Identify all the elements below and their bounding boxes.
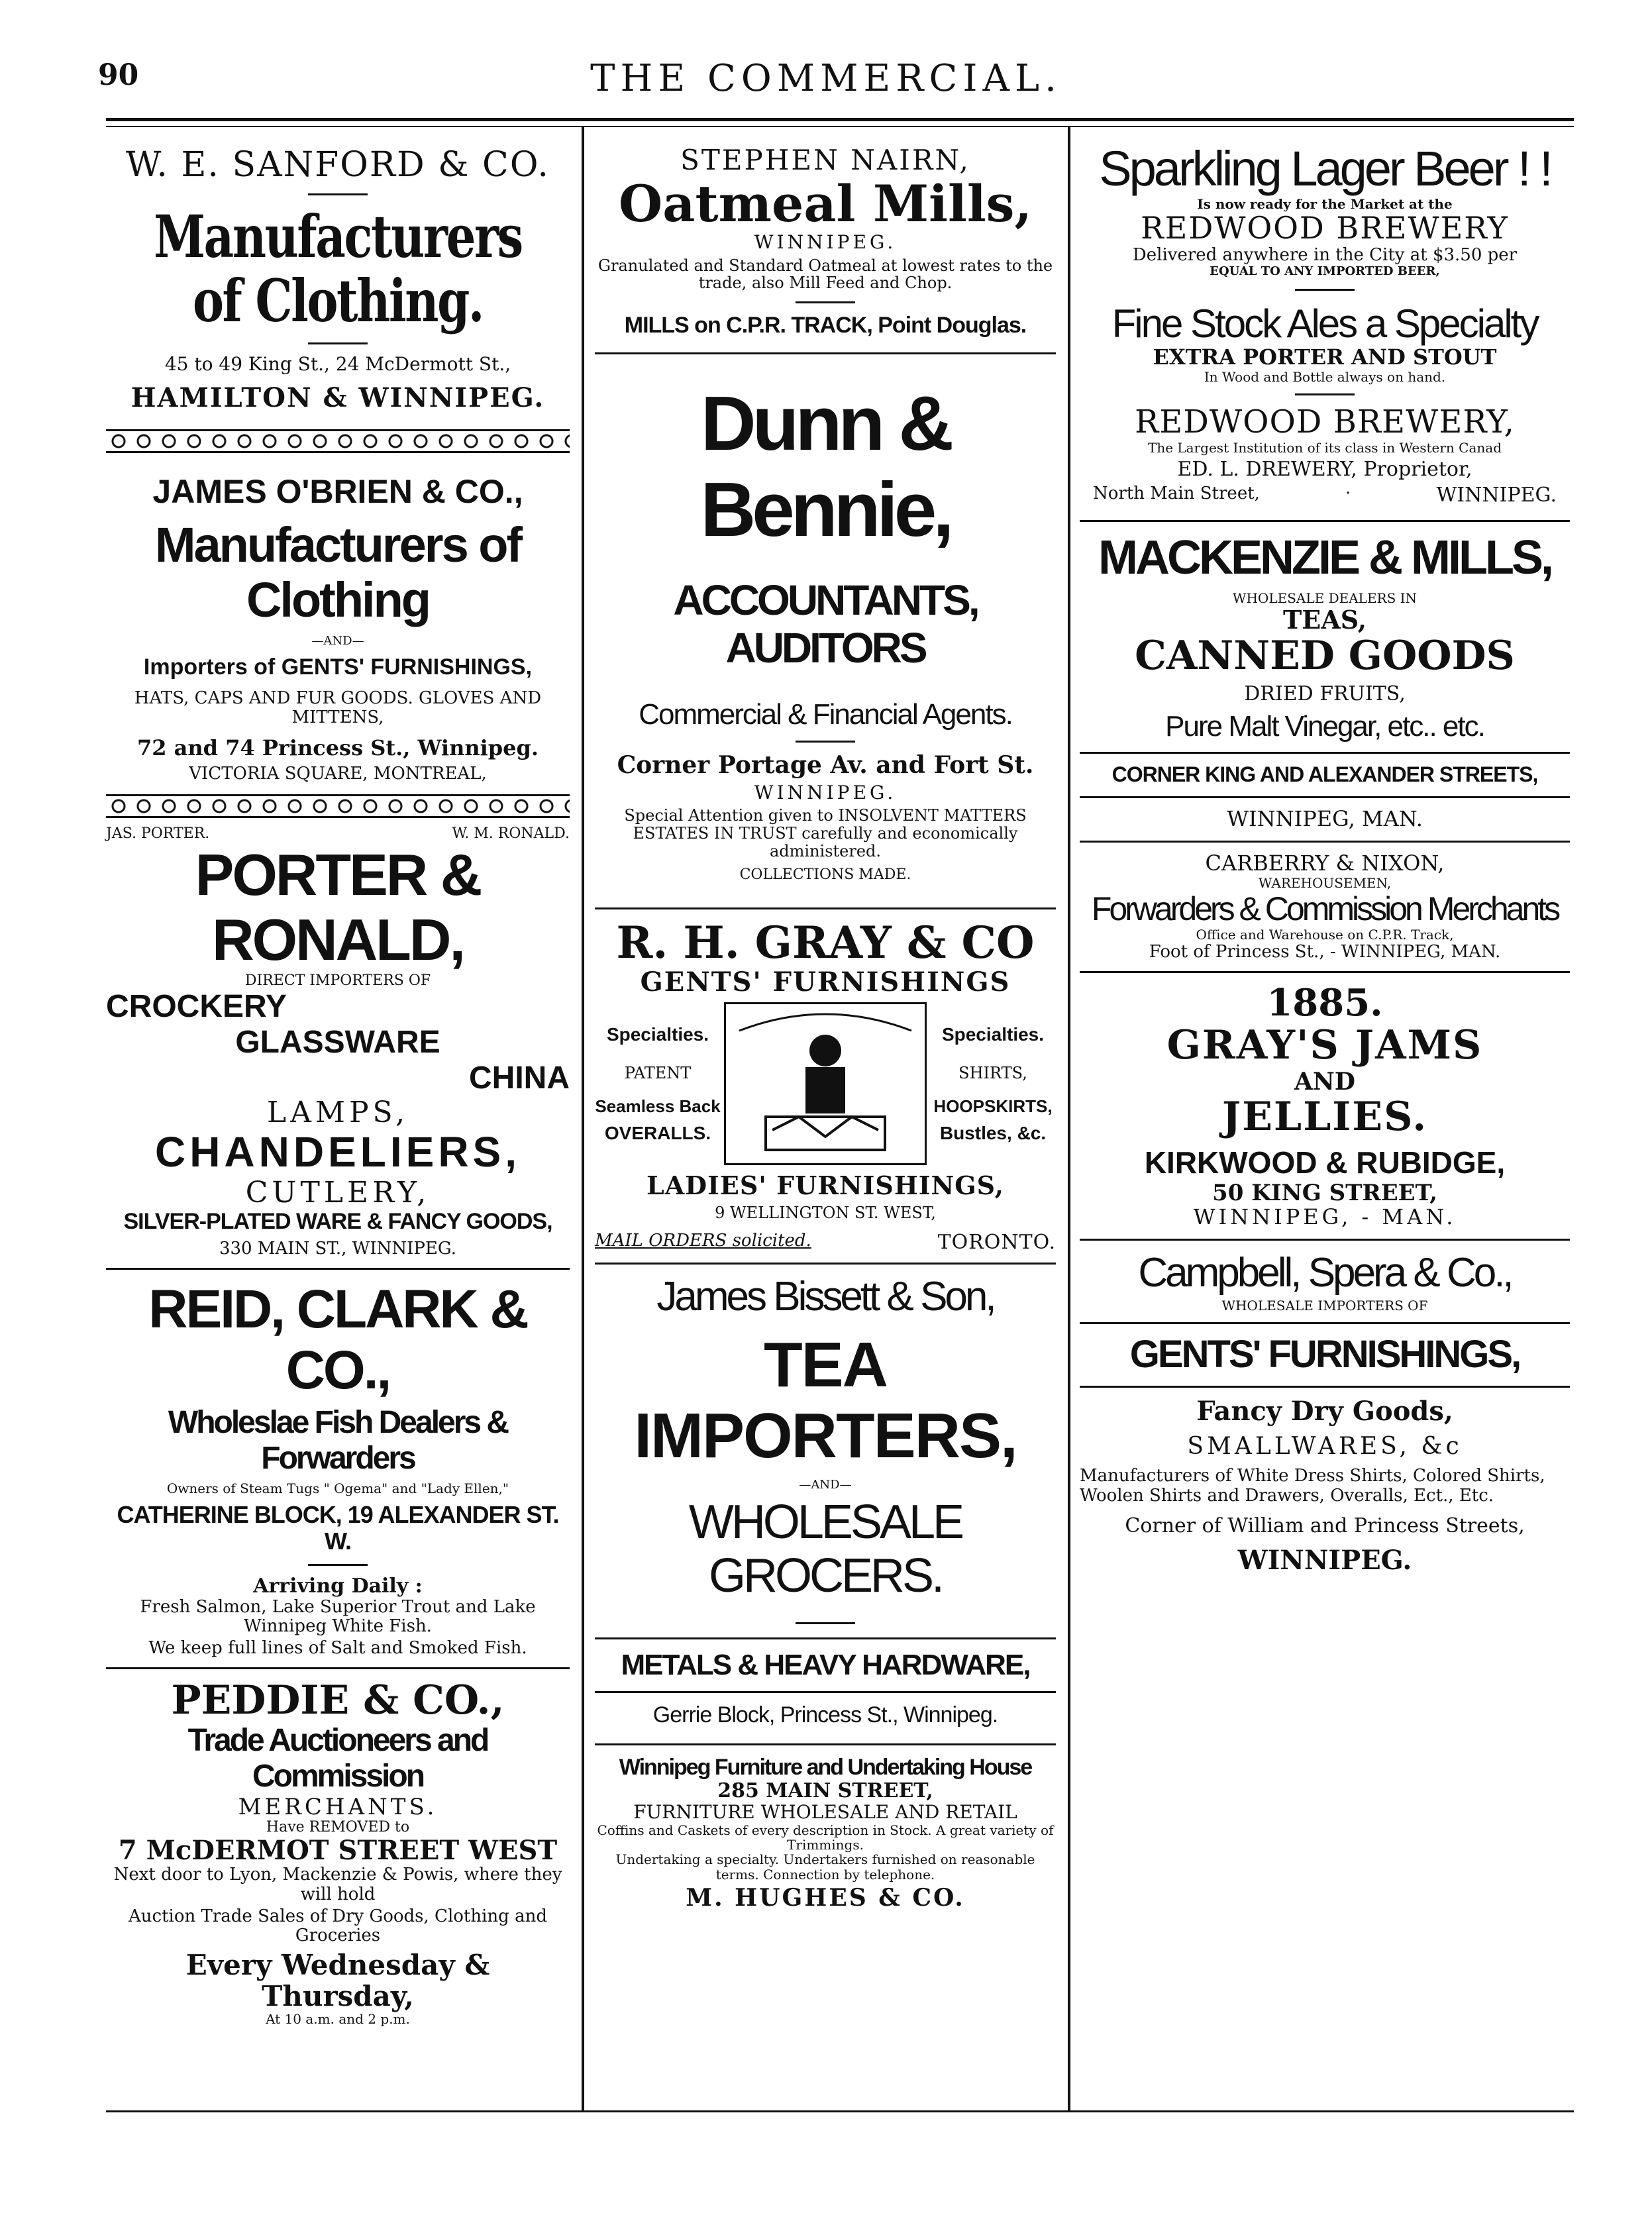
- porter-line-3: CHINA: [469, 1060, 570, 1096]
- dunn-corner: Corner Portage Av. and Fort St.: [617, 750, 1034, 779]
- furniture-name: Winnipeg Furniture and Undertaking House: [619, 1754, 1032, 1780]
- sanford-address: 45 to 49 King St., 24 McDermott St.,: [164, 352, 511, 375]
- porter-address: 330 MAIN ST., WINNIPEG.: [219, 1239, 457, 1259]
- porter-name: PORTER & RONALD,: [195, 841, 481, 973]
- redwood-street: North Main Street,: [1093, 484, 1260, 504]
- peddie-times: At 10 a.m. and 2 p.m.: [266, 2010, 410, 2027]
- metals-address: Gerrie Block, Princess St., Winnipeg.: [652, 1702, 998, 1728]
- nairn-city: WINNIPEG.: [754, 231, 897, 254]
- gray-left-3: Seamless Back: [595, 1096, 721, 1117]
- column-1: [106, 146, 570, 2026]
- gray-right-1: Specialties.: [941, 1024, 1045, 1045]
- bissett-name: James Bissett & Son,: [656, 1274, 994, 1320]
- campbell-manufacturers: Manufacturers of White Dress Shirts, Colored Shirts, Woolen Shirts and Drawers, Overalls, Ect., Etc.: [1080, 1466, 1545, 1506]
- ad-metals: [595, 1649, 1056, 1727]
- porter-line-6: CUTLERY,: [245, 1175, 431, 1210]
- divider: [308, 193, 368, 195]
- redwood-ales-name: REDWOOD BREWERY,: [1135, 403, 1515, 441]
- gray-left-1: Specialties.: [606, 1024, 709, 1045]
- bissett-headline: TEA IMPORTERS,: [634, 1329, 1017, 1472]
- campbell-fancy: Fancy Dry Goods,: [1196, 1396, 1453, 1427]
- divider: [595, 1691, 1056, 1693]
- gray-left-4: OVERALLS.: [604, 1123, 711, 1144]
- campbell-small: SMALLWARES, &c: [1187, 1433, 1463, 1461]
- top-rule: [106, 118, 1574, 121]
- metals-headline: METALS & HEAVY HARDWARE,: [621, 1649, 1030, 1682]
- peddie-address: 7 McDERMOT STREET WEST: [118, 1834, 558, 1866]
- redwood-lager-equal: EQUAL TO ANY IMPORTED BEER,: [1210, 264, 1440, 278]
- reid-headline: Wholeslae Fish Dealers & Forwarders: [168, 1404, 508, 1476]
- obrien-montreal: VICTORIA SQUARE, MONTREAL,: [189, 764, 487, 784]
- jams-line-2: JELLIES.: [1221, 1093, 1428, 1140]
- ad-campbell: [1080, 1250, 1570, 1577]
- mackenzie-city: WINNIPEG, MAN.: [1227, 806, 1423, 832]
- column-divider-1: [582, 126, 584, 2110]
- gray-gents: GENTS' FURNISHINGS: [640, 966, 1011, 998]
- divider: [106, 1268, 570, 1270]
- porter-partner-2: W. M. RONALD.: [452, 825, 570, 843]
- reid-fish: Fresh Salmon, Lake Superior Trout and Lake Winnipeg White Fish.: [140, 1596, 536, 1636]
- reid-keep: We keep full lines of Salt and Smoked Fish.: [148, 1638, 527, 1659]
- peddie-merchants: MERCHANTS.: [238, 1793, 438, 1820]
- gray-name: R. H. GRAY & CO: [616, 916, 1035, 968]
- carberry-warehousemen: WAREHOUSEMEN,: [1258, 874, 1392, 891]
- obrien-importers: Importers of GENTS' FURNISHINGS,: [143, 654, 533, 680]
- divider: [1080, 1322, 1570, 1324]
- reid-owners: Owners of Steam Tugs " Ogema" and "Lady Ellen,": [166, 1480, 509, 1497]
- jams-address: 50 KING STREET,: [1212, 1179, 1437, 1206]
- ad-carberry: [1080, 852, 1570, 962]
- peddie-removed: Have REMOVED to: [266, 1818, 410, 1835]
- dunn-name: Dunn & Bennie,: [700, 380, 951, 553]
- gray-city: TORONTO.: [937, 1230, 1056, 1254]
- jams-line-1: GRAY'S JAMS: [1166, 1022, 1483, 1069]
- bissett-and: —AND—: [799, 1477, 852, 1492]
- redwood-lager-headline: Sparkling Lager Beer ! !: [1099, 141, 1551, 196]
- divider: [308, 1564, 368, 1566]
- ad-redwood-lager: [1080, 142, 1570, 278]
- mackenzie-dried: DRIED FRUITS,: [1244, 682, 1406, 705]
- dunn-city: WINNIPEG.: [754, 782, 897, 804]
- redwood-lager-name: REDWOOD BREWERY: [1141, 210, 1509, 246]
- divider: [796, 301, 855, 303]
- obrien-address: 72 and 74 Princess St., Winnipeg.: [137, 735, 539, 761]
- jams-company: KIRKWOOD & RUBIDGE,: [1144, 1145, 1506, 1180]
- ad-sanford: [106, 146, 570, 413]
- carberry-office: Office and Warehouse on C.P.R. Track,: [1196, 927, 1454, 943]
- divider: [595, 1637, 1056, 1639]
- carberry-foot: Foot of Princess St., - WINNIPEG, MAN.: [1149, 941, 1501, 962]
- furniture-undertaking: Undertaking a specialty. Undertakers furnished on reasonable terms. Connection by telephone.: [615, 1851, 1035, 1883]
- overalls-figure-icon: [726, 1004, 925, 1163]
- campbell-city: WINNIPEG.: [1237, 1545, 1412, 1577]
- top-rule-thin: [106, 126, 1574, 127]
- column-2: [595, 144, 1056, 1912]
- divider: [308, 342, 368, 344]
- divider: [1080, 971, 1570, 973]
- obrien-name: JAMES O'BRIEN & CO.,: [152, 472, 523, 510]
- column-divider-2: [1068, 126, 1070, 2110]
- ad-bissett: [595, 1274, 1056, 1602]
- mackenzie-teas: TEAS,: [1282, 604, 1367, 635]
- gray-mail: MAIL ORDERS solicited.: [595, 1230, 811, 1251]
- ad-gray: [595, 916, 1056, 1254]
- divider: [1295, 289, 1355, 291]
- divider: [1080, 841, 1570, 843]
- mackenzie-corner: CORNER KING AND ALEXANDER STREETS,: [1111, 762, 1538, 787]
- carberry-headline: Forwarders & Commission Merchants: [1091, 890, 1559, 928]
- nairn-headline: Oatmeal Mills,: [619, 174, 1032, 234]
- obrien-goods: HATS, CAPS AND FUR GOODS. GLOVES AND MITTENS,: [134, 688, 542, 728]
- mackenzie-wholesale: WHOLESALE DEALERS IN: [1232, 590, 1418, 607]
- divider: [595, 907, 1056, 909]
- jams-city: WINNIPEG, - MAN.: [1193, 1204, 1457, 1229]
- furniture-coffins: Coffins and Caskets of every description in Stock. A great variety of Trimmings.: [597, 1822, 1054, 1853]
- porter-partner-1: JAS. PORTER.: [106, 825, 210, 843]
- ad-porter-ronald: [106, 826, 570, 1259]
- divider: [1080, 796, 1570, 798]
- reid-address: CATHERINE BLOCK, 19 ALEXANDER ST. W.: [117, 1500, 559, 1555]
- redwood-lager-ready: Is now ready for the Market at the: [1197, 195, 1453, 212]
- dunn-agents: Commercial & Financial Agents.: [639, 698, 1012, 731]
- gray-left-2: PATENT: [624, 1064, 692, 1083]
- redwood-city: WINNIPEG.: [1436, 484, 1557, 507]
- sanford-headline: Manufacturers of Clothing.: [154, 202, 522, 336]
- mackenzie-canned: CANNED GOODS: [1135, 633, 1515, 680]
- gray-address: 9 WELLINGTON ST. WEST,: [715, 1203, 936, 1222]
- redwood-dot: ·: [1345, 484, 1351, 504]
- furniture-trade: FURNITURE WHOLESALE AND RETAIL: [633, 1801, 1017, 1824]
- peddie-sales: Auction Trade Sales of Dry Goods, Clothing and Groceries: [129, 1906, 547, 1945]
- reid-arriving: Arriving Daily :: [253, 1575, 423, 1598]
- porter-direct: DIRECT IMPORTERS OF: [244, 972, 431, 989]
- page-title: THE COMMERCIAL.: [590, 57, 1062, 100]
- redwood-ales-proprietor: ED. L. DREWERY, Proprietor,: [1177, 457, 1472, 481]
- jams-year: 1885.: [1266, 980, 1383, 1025]
- gray-right-2: SHIRTS,: [958, 1064, 1027, 1083]
- dunn-headline: ACCOUNTANTS, AUDITORS: [673, 576, 978, 672]
- ad-mackenzie: [1080, 531, 1570, 831]
- ad-furniture: [595, 1755, 1056, 1912]
- divider: [106, 1667, 570, 1669]
- redwood-ales-headline: Fine Stock Ales a Specialty: [1111, 301, 1538, 346]
- porter-line-5: CHANDELIERS,: [154, 1127, 521, 1176]
- bottom-rule: [106, 2110, 1574, 2112]
- mackenzie-vinegar: Pure Malt Vinegar, etc.. etc.: [1165, 710, 1484, 743]
- divider: [796, 741, 855, 743]
- peddie-name: PEDDIE & CO.,: [171, 1677, 505, 1724]
- ad-peddie: [106, 1679, 570, 2026]
- column-3: [1080, 142, 1570, 1576]
- peddie-headline: Trade Auctioneers and Commission: [187, 1723, 488, 1794]
- redwood-lager-delivered: Delivered anywhere in the City at $3.50 per: [1132, 244, 1518, 265]
- ad-reid-clark: [106, 1279, 570, 1658]
- ad-obrien: [106, 473, 570, 784]
- dunn-collections: COLLECTIONS MADE.: [739, 866, 911, 884]
- nairn-name: STEPHEN NAIRN,: [680, 144, 970, 176]
- mackenzie-name: MACKENZIE & MILLS,: [1098, 531, 1551, 584]
- nairn-location: MILLS on C.P.R. TRACK, Point Douglas.: [624, 313, 1027, 338]
- divider: [1080, 1386, 1570, 1388]
- divider: [1080, 520, 1570, 522]
- porter-line-2: GLASSWARE: [235, 1025, 440, 1060]
- obrien-and: —AND—: [311, 633, 364, 648]
- campbell-gents: GENTS' FURNISHINGS,: [1129, 1333, 1520, 1376]
- gray-ladies: LADIES' FURNISHINGS,: [646, 1170, 1005, 1201]
- dunn-special: Special Attention given to INSOLVENT MATTERS: [624, 806, 1027, 825]
- sanford-cities: HAMILTON & WINNIPEG.: [130, 382, 545, 414]
- ornament-rule: [106, 794, 570, 818]
- jams-and: AND: [1294, 1067, 1356, 1096]
- bissett-grocers: WHOLESALE GROCERS.: [688, 1496, 962, 1602]
- furniture-address: 285 MAIN STREET,: [717, 1779, 933, 1802]
- campbell-name: Campbell, Spera & Co.,: [1138, 1249, 1512, 1296]
- redwood-ales-porter: EXTRA PORTER AND STOUT: [1153, 344, 1497, 370]
- divider: [1080, 752, 1570, 754]
- ad-dunn-bennie: [595, 381, 1056, 883]
- carberry-name: CARBERRY & NIXON,: [1205, 851, 1445, 876]
- peddie-nextdoor: Next door to Lyon, Mackenzie & Powis, where they will hold: [113, 1865, 562, 1904]
- gray-right-4: Bustles, &c.: [939, 1123, 1047, 1144]
- porter-line-1: CROCKERY: [106, 989, 287, 1025]
- divider: [1080, 1239, 1570, 1241]
- campbell-importers: WHOLESALE IMPORTERS OF: [1221, 1298, 1428, 1314]
- page-number: 90: [98, 58, 139, 92]
- reid-name: REID, CLARK & CO.,: [148, 1279, 527, 1400]
- ad-jams: [1080, 982, 1570, 1229]
- redwood-ales-largest: The Largest Institution of its class in Western Canad: [1147, 440, 1502, 456]
- dunn-estates: ESTATES IN TRUST carefully and economically administered.: [633, 824, 1018, 861]
- obrien-headline: Manufacturers of Clothing: [154, 517, 521, 627]
- furniture-owner: M. HUGHES & CO.: [686, 1884, 965, 1912]
- divider: [595, 352, 1056, 354]
- divider: [595, 1743, 1056, 1745]
- nairn-desc: Granulated and Standard Oatmeal at lowest rates to the trade, also Mill Feed and Chop.: [597, 256, 1053, 293]
- divider: [1295, 393, 1355, 395]
- porter-line-7: SILVER-PLATED WARE & FANCY GOODS,: [123, 1208, 552, 1234]
- redwood-ales-wood: In Wood and Bottle always on hand.: [1204, 369, 1446, 386]
- ad-nairn: [595, 144, 1056, 338]
- gray-right-3: HOOPSKIRTS,: [933, 1096, 1053, 1117]
- ornament-rule: [106, 429, 570, 453]
- ad-redwood-ales: [1080, 301, 1570, 507]
- porter-line-4: LAMPS,: [266, 1095, 409, 1129]
- divider: [595, 1263, 1056, 1265]
- divider: [796, 1622, 855, 1624]
- sanford-name: W. E. SANFORD & CO.: [126, 145, 550, 185]
- overalls-illustration: [724, 1002, 927, 1165]
- campbell-corner: Corner of William and Princess Streets,: [1125, 1514, 1525, 1537]
- peddie-days: Every Wednesday & Thursday,: [185, 1948, 490, 2012]
